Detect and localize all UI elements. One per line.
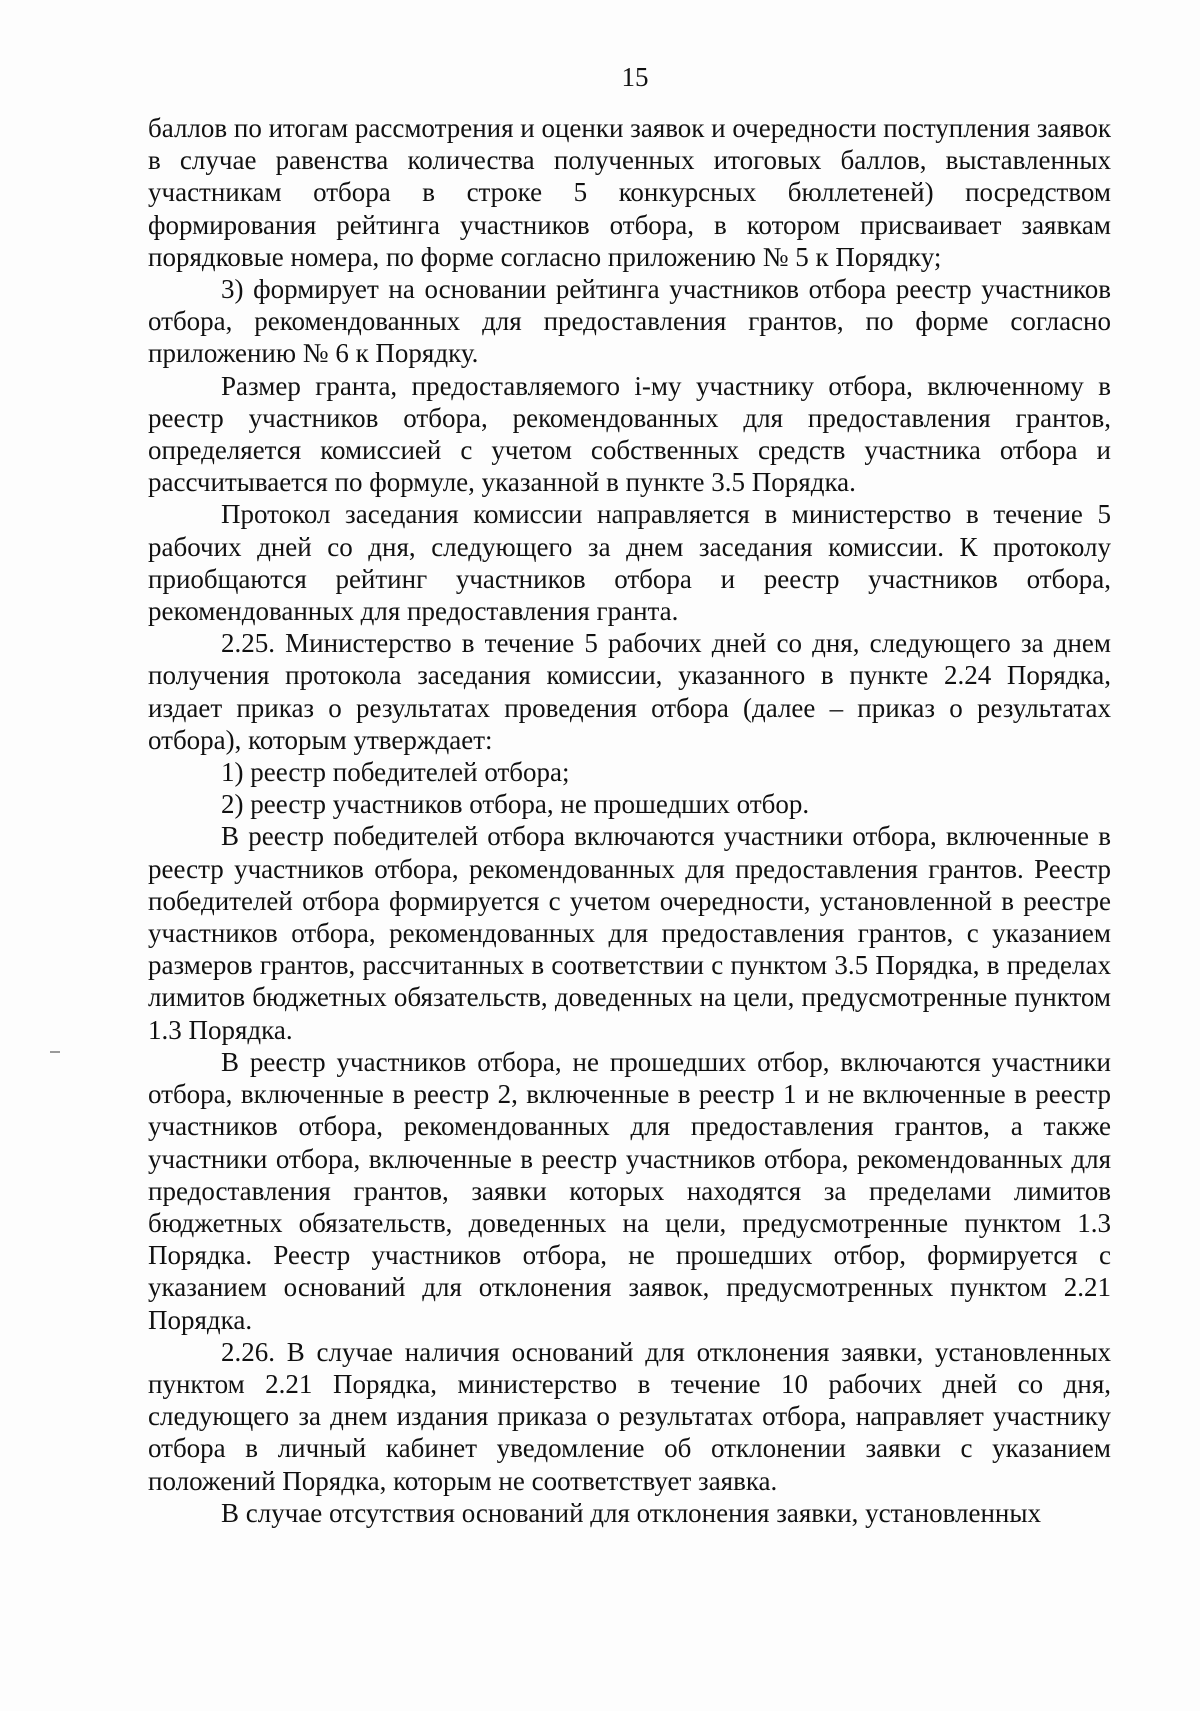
paragraph-final: В случае отсутствия оснований для отклонения заявки, установленных	[221, 1497, 1042, 1528]
page-number: 15	[621, 62, 649, 92]
paragraph-item-3: 3) формирует на основании рейтинга участников отбора реестр участников отбора, рекомендованных для предоставления грантов, по форме согласно приложению № 6 к Порядку.	[148, 274, 1111, 369]
list-item-rejected-registry: 2) реестр участников отбора, не прошедших отбор.	[221, 789, 810, 820]
list-item-winners-registry: 1) реестр победителей отбора;	[221, 757, 570, 788]
paragraph-winners-registry: В реестр победителей отбора включаются участники отбора, включенные в реестр участников отбора, рекомендованных для предоставления грантов. Реестр победителей отбора формируется с учетом очередности, установленной в реестре участников отбора, рекомендованных для предоставления грантов, с указанием размеров грантов, рассчитанных в соответствии с пунктом 3.5 Порядка, в пределах лимитов бюджетных обязательств, доведенных на цели, предусмотренные пунктом 1.3 Порядка.	[148, 821, 1111, 1045]
paragraph-section-2-25: 2.25. Министерство в течение 5 рабочих дней со дня, следующего за днем получения протокола заседания комиссии, указанного в пункте 2.24 Порядка, издает приказ о результатах проведения отбора (далее – приказ о результатах отбора), которым утверждает:	[148, 628, 1111, 755]
paragraph-section-2-26: 2.26. В случае наличия оснований для отклонения заявки, установленных пунктом 2.21 Порядка, министерство в течение 10 рабочих дней со дня, следующего за днем издания приказа о результатах отбора, направляет участнику отбора в личный кабинет уведомление об отклонении заявки с указанием положений Порядка, которым не соответствует заявка.	[148, 1336, 1111, 1496]
document-body	[148, 112, 1111, 1529]
paragraph-rejected-registry: В реестр участников отбора, не прошедших отбор, включаются участники отбора, включенные в реестр 2, включенные в реестр 1 и не включенные в реестр участников отбора, рекомендованных для предоставления грантов, а также участники отбора, включенные в реестр участников отбора, рекомендованных для предоставления грантов, заявки которых находятся за пределами лимитов бюджетных обязательств, доведенных на цели, предусмотренные пунктом 1.3 Порядка. Реестр участников отбора, не прошедших отбор, формируется с указанием оснований для отклонения заявок, предусмотренных пунктом 2.21 Порядка.	[148, 1046, 1111, 1335]
scan-mark	[50, 1051, 60, 1053]
paragraph-continuation: баллов по итогам рассмотрения и оценки заявок и очередности поступления заявок в случае равенства количества полученных итоговых баллов, выставленных участникам отбора в строке 5 конкурсных бюллетеней) посредством формирования рейтинга участников отбора, в котором присваивает заявкам порядковые номера, по форме согласно приложению № 5 к Порядку;	[148, 113, 1111, 272]
paragraph-grant-size: Размер гранта, предоставляемого i-му участнику отбора, включенному в реестр участников отбора, рекомендованных для предоставления грантов, определяется комиссией с учетом собственных средств участника отбора и рассчитывается по формуле, указанной в пункте 3.5 Порядка.	[148, 370, 1111, 498]
paragraph-protocol: Протокол заседания комиссии направляется в министерство в течение 5 рабочих дней со дня, следующего за днем заседания комиссии. К протоколу приобщаются рейтинг участников отбора и реестр участников отбора, рекомендованных для предоставления гранта.	[148, 499, 1111, 627]
